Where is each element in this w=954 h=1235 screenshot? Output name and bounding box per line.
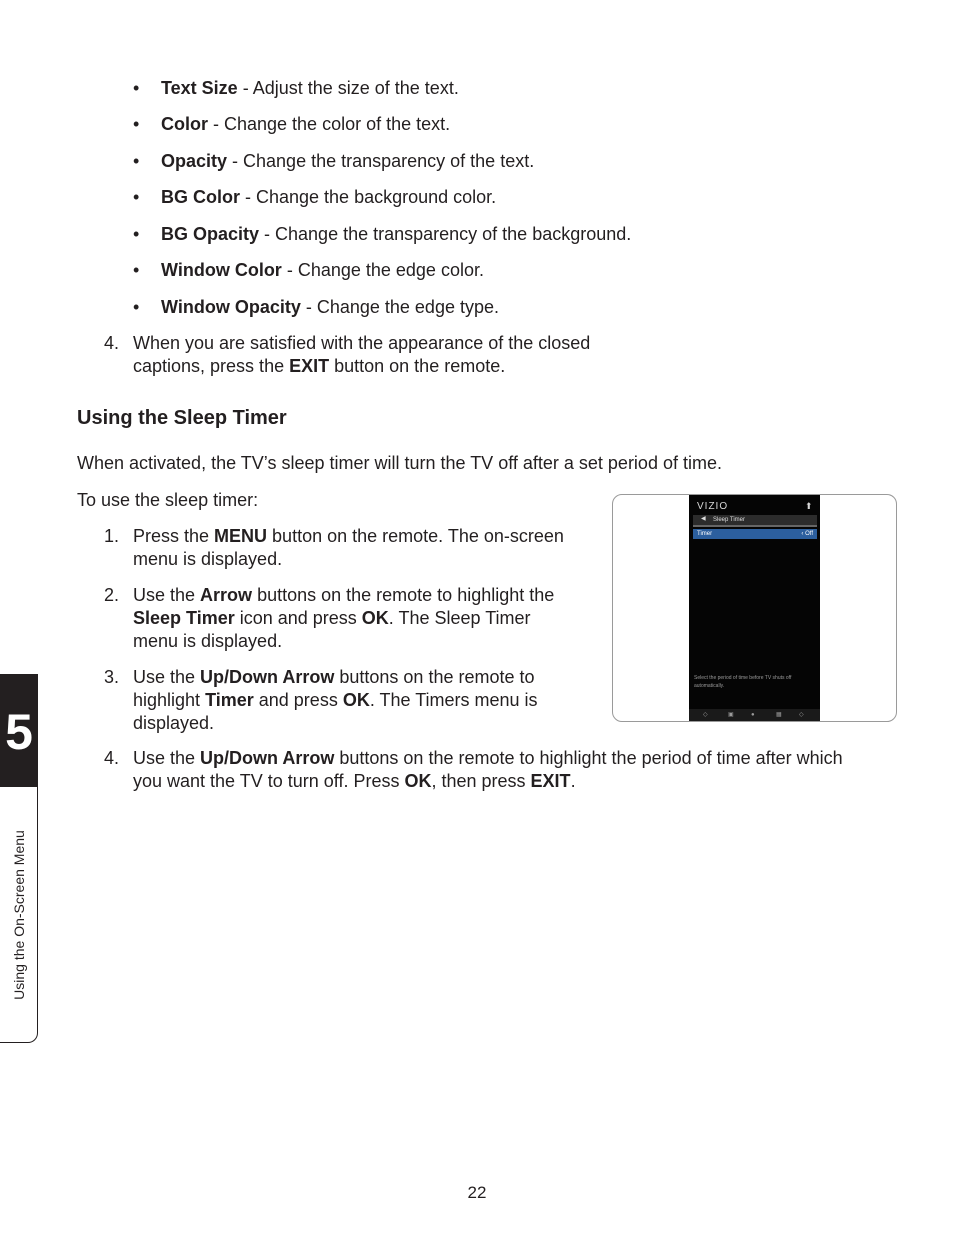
bullet-glyph: • — [133, 260, 140, 280]
menu-icon: ▣ — [728, 712, 734, 718]
back-arrow-icon: ◀ — [701, 516, 706, 522]
step-number: 3. — [104, 667, 120, 687]
home-icon: ▦ — [776, 712, 782, 718]
step-text: Press the — [133, 526, 215, 546]
step-text: captions, press the — [133, 356, 290, 376]
tv-menu-screenshot — [689, 495, 820, 721]
step-number: 4. — [104, 333, 120, 353]
exit-keyword: EXIT — [530, 771, 571, 791]
timer-value — [801, 529, 813, 539]
desc: - Change the edge type. — [300, 297, 499, 317]
timer-label: Timer — [697, 531, 713, 537]
exit-keyword: EXIT — [289, 356, 330, 376]
breadcrumb — [693, 515, 817, 527]
intro-paragraph: When activated, the TV’s sleep timer will turn the TV off after a set period of time. — [77, 453, 722, 473]
breadcrumb-title: Sleep Timer — [713, 517, 746, 523]
tv-button-bar — [689, 709, 820, 721]
step-text: button on the remote. — [329, 356, 506, 376]
step-text: . The Sleep Timer — [388, 608, 531, 628]
term: Opacity — [161, 151, 228, 171]
bullet-glyph: • — [133, 297, 140, 317]
step-text: menu is displayed. — [133, 631, 283, 651]
step-text: Use the — [133, 585, 201, 605]
desc: - Change the transparency of the text. — [227, 151, 535, 171]
home-icon: ⬆ — [805, 501, 813, 511]
step-text: Use the — [133, 748, 201, 768]
term: BG Color — [161, 187, 240, 207]
left-arrow-icon: ‹ — [801, 531, 804, 537]
ok-keyword: OK — [404, 771, 432, 791]
arrow-keyword: Arrow — [200, 585, 253, 605]
term: Text Size — [161, 78, 238, 98]
sleep-timer-keyword: Sleep Timer — [133, 608, 235, 628]
timer-menu-row[interactable] — [693, 529, 817, 539]
term: Window Color — [161, 260, 282, 280]
desc: - Change the edge color. — [281, 260, 484, 280]
step-text: buttons on the remote to highlight the — [252, 585, 555, 605]
step-number: 4. — [104, 748, 120, 768]
left-arrow-icon: ◇ — [703, 712, 708, 718]
step-text: button on the remote. The on-screen — [267, 526, 564, 546]
bullet-glyph: • — [133, 187, 140, 207]
step-number: 2. — [104, 585, 120, 605]
bullet-glyph: • — [133, 114, 140, 134]
term: BG Opacity — [161, 224, 260, 244]
ok-keyword: OK — [342, 690, 370, 710]
step-text: Use the — [133, 667, 201, 687]
step-text: buttons on the remote to — [334, 667, 535, 687]
vizio-v-icon: ● — [751, 712, 755, 718]
to-use-paragraph: To use the sleep timer: — [77, 490, 259, 510]
step-text: . — [570, 771, 576, 791]
step-line: When you are satisfied with the appearance of the closed — [133, 333, 591, 353]
term: Window Opacity — [161, 297, 301, 317]
step-number: 1. — [104, 526, 120, 546]
up-down-arrow-keyword: Up/Down Arrow — [200, 667, 335, 687]
step-text: and press — [253, 690, 343, 710]
section-heading: Using the Sleep Timer — [77, 407, 287, 429]
step-text: displayed. — [133, 713, 215, 733]
bullet-glyph: • — [133, 224, 140, 244]
desc: - Change the transparency of the background. — [259, 224, 632, 244]
step-text: highlight — [133, 690, 206, 710]
step-text: buttons on the remote to highlight the period of time after which — [334, 748, 843, 768]
timer-value-text: Off — [805, 531, 813, 537]
help-text: Select the period of time before TV shuts off automatically. — [694, 675, 792, 689]
step-text: menu is displayed. — [133, 549, 283, 569]
step-text: , then press — [431, 771, 531, 791]
right-arrow-icon: ◇ — [799, 712, 804, 718]
step-text: . The Timers menu is — [369, 690, 538, 710]
vizio-logo: VIZIO — [697, 501, 729, 512]
term: Color — [161, 114, 208, 134]
menu-keyword: MENU — [214, 526, 268, 546]
desc: - Change the background color. — [240, 187, 497, 207]
ok-keyword: OK — [361, 608, 389, 628]
up-down-arrow-keyword: Up/Down Arrow — [200, 748, 335, 768]
desc: - Adjust the size of the text. — [237, 78, 459, 98]
page-number: 22 — [467, 1183, 487, 1202]
chapter-label: Using the On-Screen Menu — [11, 830, 27, 1000]
step-text: you want the TV to turn off. Press — [133, 771, 405, 791]
bullet-glyph: • — [133, 151, 140, 171]
desc: - Change the color of the text. — [208, 114, 451, 134]
chapter-number: 5 — [5, 704, 33, 760]
step-text: icon and press — [234, 608, 362, 628]
timer-keyword: Timer — [205, 690, 254, 710]
bullet-glyph: • — [133, 78, 140, 98]
